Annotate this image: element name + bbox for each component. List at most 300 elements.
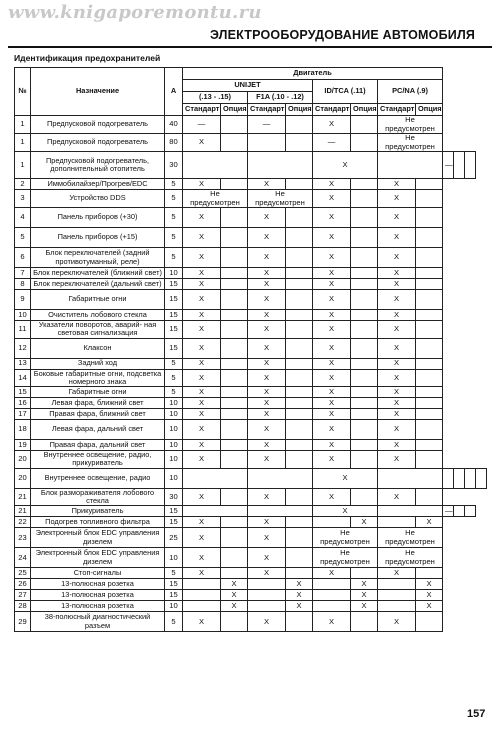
engine-mark-cell <box>221 517 248 528</box>
engine-mark-cell: X <box>313 190 351 208</box>
engine-mark-cell <box>416 568 443 579</box>
fuse-amperage-cell: 5 <box>165 358 183 369</box>
fuse-purpose-cell: Панель приборов (+15) <box>31 228 165 248</box>
engine-mark-cell: X <box>378 369 416 387</box>
fuse-amperage-cell: 5 <box>165 369 183 387</box>
engine-mark-cell: X <box>248 548 286 568</box>
header-amperage: A <box>165 68 183 116</box>
table-row <box>15 338 487 358</box>
engine-mark-cell: X <box>416 590 443 601</box>
engine-mark-cell: X <box>378 248 416 268</box>
header-option: Опция <box>221 104 248 116</box>
table-row <box>15 468 487 488</box>
fuse-amperage-cell: 15 <box>165 590 183 601</box>
fuse-purpose-cell: Клаксон <box>31 338 165 358</box>
engine-mark-cell <box>248 468 313 488</box>
engine-mark-cell <box>351 190 378 208</box>
watermark-url: www.knigaporemontu.ru <box>8 2 262 23</box>
table-row <box>15 398 487 409</box>
table-row <box>15 440 487 451</box>
engine-mark-cell <box>221 548 248 568</box>
fuse-purpose-cell: Блок переключателей (задний противотуманный, реле) <box>31 248 165 268</box>
engine-mark-cell <box>378 601 416 612</box>
engine-mark-cell: X <box>313 152 378 179</box>
fuse-purpose-cell: Габаритные огни <box>31 290 165 310</box>
engine-mark-cell <box>313 601 351 612</box>
fuse-amperage-cell: 5 <box>165 612 183 632</box>
table-row <box>15 568 487 579</box>
fuse-amperage-cell: 10 <box>165 451 183 469</box>
fuse-amperage-cell: 5 <box>165 208 183 228</box>
engine-mark-cell <box>313 579 351 590</box>
engine-mark-cell: X <box>183 387 221 398</box>
engine-mark-cell <box>221 116 248 134</box>
engine-mark-cell <box>464 506 475 517</box>
engine-mark-cell: X <box>183 409 221 420</box>
fuse-number-cell: 13 <box>15 358 31 369</box>
table-row <box>15 590 487 601</box>
engine-mark-cell: X <box>221 579 248 590</box>
engine-mark-cell <box>378 517 416 528</box>
engine-mark-cell <box>221 387 248 398</box>
engine-mark-cell: X <box>248 398 286 409</box>
engine-mark-cell <box>286 440 313 451</box>
engine-mark-cell: X <box>416 517 443 528</box>
engine-mark-cell: X <box>248 612 286 632</box>
fuse-number-cell: 14 <box>15 369 31 387</box>
engine-mark-cell <box>416 228 443 248</box>
fuse-purpose-cell: Иммобилайзер/Прогрев/EDC <box>31 179 165 190</box>
engine-mark-cell: X <box>183 310 221 321</box>
engine-mark-cell <box>416 208 443 228</box>
fuse-amperage-cell: 10 <box>165 420 183 440</box>
engine-mark-cell <box>416 268 443 279</box>
fuse-amperage-cell: 15 <box>165 517 183 528</box>
engine-mark-cell: Не предусмотрен <box>313 528 378 548</box>
engine-mark-cell: X <box>313 179 351 190</box>
engine-mark-cell <box>416 321 443 339</box>
engine-mark-cell <box>248 590 286 601</box>
table-title: Идентификация предохранителей <box>14 53 161 63</box>
fuse-number-cell: 20 <box>15 468 31 488</box>
table-row <box>15 268 487 279</box>
header-standard: Стандарт <box>313 104 351 116</box>
table-row <box>15 601 487 612</box>
fuse-purpose-cell: Левая фара, ближний свет <box>31 398 165 409</box>
section-heading: ЭЛЕКТРООБОРУДОВАНИЕ АВТОМОБИЛЯ <box>210 28 476 42</box>
engine-mark-cell <box>286 612 313 632</box>
engine-mark-cell <box>221 248 248 268</box>
engine-mark-cell <box>351 228 378 248</box>
fuse-amperage-cell: 15 <box>165 290 183 310</box>
engine-mark-cell: Не предусмотрен <box>313 548 378 568</box>
engine-mark-cell: X <box>183 228 221 248</box>
engine-mark-cell: X <box>286 601 313 612</box>
fuse-number-cell: 1 <box>15 134 31 152</box>
engine-mark-cell <box>221 398 248 409</box>
engine-mark-cell <box>351 134 378 152</box>
fuse-amperage-cell: 25 <box>165 528 183 548</box>
fuse-amperage-cell: 5 <box>165 179 183 190</box>
engine-mark-cell <box>475 468 486 488</box>
fuse-amperage-cell: 30 <box>165 152 183 179</box>
table-row <box>15 409 487 420</box>
engine-mark-cell <box>378 590 416 601</box>
fuse-purpose-cell: Правая фара, ближний свет <box>31 409 165 420</box>
engine-mark-cell <box>416 358 443 369</box>
fuse-purpose-cell: Панель приборов (+30) <box>31 208 165 228</box>
engine-mark-cell: Не предусмотрен <box>248 190 313 208</box>
page-number: 157 <box>467 708 486 720</box>
engine-mark-cell: X <box>248 488 286 506</box>
fuse-amperage-cell: 5 <box>165 568 183 579</box>
engine-mark-cell <box>454 152 465 179</box>
table-row <box>15 248 487 268</box>
fuse-amperage-cell: 10 <box>165 601 183 612</box>
engine-mark-cell: X <box>183 398 221 409</box>
engine-mark-cell: X <box>351 590 378 601</box>
engine-mark-cell <box>416 279 443 290</box>
fuse-amperage-cell: 5 <box>165 387 183 398</box>
table-row <box>15 358 487 369</box>
fuse-purpose-cell: 13-полюсная розетка <box>31 579 165 590</box>
fuse-purpose-cell: Внутреннее освещение, радио <box>31 468 165 488</box>
engine-mark-cell <box>286 517 313 528</box>
engine-mark-cell: X <box>351 517 378 528</box>
engine-mark-cell <box>378 468 443 488</box>
engine-mark-cell: X <box>378 420 416 440</box>
engine-mark-cell <box>286 528 313 548</box>
fuse-number-cell: 6 <box>15 248 31 268</box>
engine-mark-cell: X <box>221 590 248 601</box>
engine-mark-cell <box>286 248 313 268</box>
engine-mark-cell <box>221 409 248 420</box>
engine-mark-cell: X <box>183 268 221 279</box>
fuse-number-cell: 16 <box>15 398 31 409</box>
engine-mark-cell: X <box>183 488 221 506</box>
engine-mark-cell: Не предусмотрен <box>378 116 443 134</box>
table-row <box>15 310 487 321</box>
fuse-purpose-cell: Подогрев топливного фильтра <box>31 517 165 528</box>
engine-mark-cell <box>416 451 443 469</box>
fuse-number-cell: 25 <box>15 568 31 579</box>
engine-mark-cell <box>351 116 378 134</box>
fuse-amperage-cell: 10 <box>165 468 183 488</box>
header-idtca: ID/TCA (.11) <box>313 80 378 104</box>
fuse-amperage-cell: 5 <box>165 248 183 268</box>
engine-mark-cell: — <box>248 116 286 134</box>
engine-mark-cell <box>248 134 286 152</box>
fuse-amperage-cell: 15 <box>165 310 183 321</box>
table-row <box>15 190 487 208</box>
engine-mark-cell <box>221 338 248 358</box>
engine-mark-cell <box>416 190 443 208</box>
engine-mark-cell <box>351 290 378 310</box>
fuse-number-cell: 19 <box>15 440 31 451</box>
engine-mark-cell: X <box>313 468 378 488</box>
engine-mark-cell: X <box>248 440 286 451</box>
engine-mark-cell: X <box>378 451 416 469</box>
engine-mark-cell: X <box>313 506 378 517</box>
engine-mark-cell <box>351 248 378 268</box>
engine-mark-cell: X <box>378 208 416 228</box>
header-number: № <box>15 68 31 116</box>
engine-mark-cell: X <box>313 398 351 409</box>
engine-mark-cell: X <box>183 548 221 568</box>
engine-mark-cell <box>248 601 286 612</box>
engine-mark-cell <box>221 568 248 579</box>
engine-mark-cell: X <box>313 338 351 358</box>
engine-mark-cell <box>351 268 378 279</box>
engine-mark-cell <box>351 369 378 387</box>
fuse-number-cell: 5 <box>15 228 31 248</box>
engine-mark-cell <box>454 468 465 488</box>
table-row <box>15 321 487 339</box>
engine-mark-cell <box>378 579 416 590</box>
fuse-amperage-cell: 15 <box>165 321 183 339</box>
engine-mark-cell <box>221 612 248 632</box>
engine-mark-cell <box>286 338 313 358</box>
header-engine: Двигатель <box>183 68 443 80</box>
engine-mark-cell <box>183 601 221 612</box>
fuse-number-cell: 17 <box>15 409 31 420</box>
engine-mark-cell <box>416 387 443 398</box>
engine-mark-cell <box>286 398 313 409</box>
engine-mark-cell <box>416 338 443 358</box>
engine-mark-cell: X <box>248 290 286 310</box>
fuse-number-cell: 26 <box>15 579 31 590</box>
fuse-amperage-cell: 10 <box>165 548 183 568</box>
fuse-purpose-cell: Внутреннее освещение, радио, прикуриватель <box>31 451 165 469</box>
engine-mark-cell <box>416 369 443 387</box>
table-row <box>15 451 487 469</box>
engine-mark-cell <box>183 579 221 590</box>
engine-mark-cell: X <box>183 179 221 190</box>
engine-mark-cell: X <box>313 208 351 228</box>
engine-mark-cell <box>416 310 443 321</box>
engine-mark-cell <box>286 116 313 134</box>
engine-mark-cell: — <box>443 152 454 179</box>
fuse-number-cell: 23 <box>15 528 31 548</box>
engine-mark-cell <box>248 506 313 517</box>
engine-mark-cell <box>221 290 248 310</box>
engine-mark-cell: X <box>248 179 286 190</box>
engine-mark-cell <box>351 358 378 369</box>
table-row <box>15 369 487 387</box>
engine-mark-cell <box>416 440 443 451</box>
engine-mark-cell <box>351 409 378 420</box>
fuse-table <box>14 67 487 632</box>
engine-mark-cell: X <box>313 420 351 440</box>
engine-mark-cell: Не предусмотрен <box>183 190 248 208</box>
fuse-number-cell: 27 <box>15 590 31 601</box>
engine-mark-cell: Не предусмотрен <box>378 134 443 152</box>
engine-mark-cell: X <box>183 612 221 632</box>
engine-mark-cell: X <box>313 268 351 279</box>
fuse-purpose-cell: Электронный блок EDC управления дизелем <box>31 528 165 548</box>
fuse-number-cell: 7 <box>15 268 31 279</box>
engine-mark-cell <box>248 152 313 179</box>
engine-mark-cell: X <box>313 440 351 451</box>
engine-mark-cell <box>351 420 378 440</box>
fuse-number-cell: 8 <box>15 279 31 290</box>
table-row <box>15 152 487 179</box>
table-row <box>15 179 487 190</box>
engine-mark-cell <box>351 398 378 409</box>
engine-mark-cell: X <box>221 601 248 612</box>
engine-mark-cell: X <box>183 279 221 290</box>
engine-mark-cell: — <box>443 506 454 517</box>
engine-mark-cell: X <box>183 134 221 152</box>
engine-mark-cell <box>183 590 221 601</box>
engine-mark-cell <box>443 468 454 488</box>
fuse-amperage-cell: 15 <box>165 579 183 590</box>
engine-mark-cell: X <box>313 358 351 369</box>
engine-mark-cell: X <box>378 321 416 339</box>
engine-mark-cell: X <box>313 568 351 579</box>
engine-mark-cell: X <box>378 440 416 451</box>
header-standard: Стандарт <box>248 104 286 116</box>
engine-mark-cell: X <box>183 440 221 451</box>
engine-mark-cell: X <box>313 488 351 506</box>
engine-mark-cell: X <box>313 387 351 398</box>
header-purpose: Назначение <box>31 68 165 116</box>
fuse-purpose-cell: Стоп-сигналы <box>31 568 165 579</box>
engine-mark-cell <box>286 387 313 398</box>
engine-mark-cell: X <box>248 387 286 398</box>
engine-mark-cell <box>351 338 378 358</box>
engine-mark-cell <box>351 568 378 579</box>
table-row <box>15 528 487 548</box>
fuse-amperage-cell: 40 <box>165 116 183 134</box>
engine-mark-cell: X <box>183 338 221 358</box>
fuse-amperage-cell: 5 <box>165 190 183 208</box>
fuse-amperage-cell: 10 <box>165 440 183 451</box>
engine-mark-cell <box>183 506 248 517</box>
engine-mark-cell: X <box>248 228 286 248</box>
engine-mark-cell: X <box>183 290 221 310</box>
engine-mark-cell: X <box>313 369 351 387</box>
table-row <box>15 387 487 398</box>
engine-mark-cell: X <box>183 517 221 528</box>
engine-mark-cell <box>351 279 378 290</box>
engine-mark-cell <box>221 279 248 290</box>
heading-rule <box>8 46 492 48</box>
engine-mark-cell <box>183 468 248 488</box>
fuse-number-cell: 28 <box>15 601 31 612</box>
engine-mark-cell: X <box>378 409 416 420</box>
engine-mark-cell <box>286 310 313 321</box>
engine-mark-cell <box>221 358 248 369</box>
engine-mark-cell: X <box>183 528 221 548</box>
engine-mark-cell: X <box>378 387 416 398</box>
fuse-number-cell: 15 <box>15 387 31 398</box>
engine-mark-cell <box>286 369 313 387</box>
engine-mark-cell: X <box>248 321 286 339</box>
table-row <box>15 420 487 440</box>
engine-mark-cell <box>378 506 443 517</box>
engine-mark-cell <box>351 387 378 398</box>
engine-mark-cell: X <box>248 248 286 268</box>
engine-mark-cell: X <box>183 321 221 339</box>
engine-mark-cell <box>416 248 443 268</box>
engine-mark-cell <box>286 279 313 290</box>
engine-mark-cell: X <box>248 208 286 228</box>
fuse-number-cell: 11 <box>15 321 31 339</box>
engine-mark-cell: X <box>248 568 286 579</box>
engine-mark-cell: X <box>183 248 221 268</box>
table-row <box>15 579 487 590</box>
fuse-purpose-cell: Левая фара, дальний свет <box>31 420 165 440</box>
engine-mark-cell: X <box>351 579 378 590</box>
engine-mark-cell: X <box>351 601 378 612</box>
engine-mark-cell <box>183 152 248 179</box>
engine-mark-cell: Не предусмотрен <box>378 528 443 548</box>
fuse-number-cell: 1 <box>15 116 31 134</box>
engine-mark-cell: X <box>378 568 416 579</box>
engine-mark-cell: X <box>416 601 443 612</box>
engine-mark-cell: X <box>378 190 416 208</box>
table-row <box>15 208 487 228</box>
fuse-number-cell: 21 <box>15 506 31 517</box>
engine-mark-cell <box>416 179 443 190</box>
fuse-number-cell: 12 <box>15 338 31 358</box>
fuse-number-cell: 18 <box>15 420 31 440</box>
engine-mark-cell: X <box>378 279 416 290</box>
fuse-number-cell: 24 <box>15 548 31 568</box>
engine-mark-cell <box>286 268 313 279</box>
engine-mark-cell: X <box>183 369 221 387</box>
engine-mark-cell: X <box>313 228 351 248</box>
engine-mark-cell: X <box>378 488 416 506</box>
fuse-amperage-cell: 80 <box>165 134 183 152</box>
engine-mark-cell: X <box>378 358 416 369</box>
engine-mark-cell: X <box>378 228 416 248</box>
engine-mark-cell <box>286 548 313 568</box>
engine-mark-cell <box>313 590 351 601</box>
table-row <box>15 548 487 568</box>
engine-mark-cell <box>286 409 313 420</box>
header-standard: Стандарт <box>183 104 221 116</box>
header-option: Опция <box>416 104 443 116</box>
engine-mark-cell <box>221 321 248 339</box>
engine-mark-cell <box>286 290 313 310</box>
engine-mark-cell: X <box>313 248 351 268</box>
engine-mark-cell <box>416 488 443 506</box>
engine-mark-cell <box>464 152 475 179</box>
engine-mark-cell <box>221 369 248 387</box>
fuse-amperage-cell: 15 <box>165 506 183 517</box>
fuse-amperage-cell: 10 <box>165 409 183 420</box>
engine-mark-cell <box>351 321 378 339</box>
fuse-purpose-cell: Предпусковой подогреватель <box>31 134 165 152</box>
engine-mark-cell <box>351 208 378 228</box>
engine-mark-cell <box>351 612 378 632</box>
fuse-purpose-cell: Электронный блок EDC управления дизелем <box>31 548 165 568</box>
fuse-purpose-cell: Прикуриватель <box>31 506 165 517</box>
engine-mark-cell: X <box>183 451 221 469</box>
engine-mark-cell <box>416 420 443 440</box>
engine-mark-cell <box>286 208 313 228</box>
engine-mark-cell <box>248 579 286 590</box>
table-row <box>15 517 487 528</box>
engine-mark-cell <box>351 440 378 451</box>
engine-mark-cell <box>286 134 313 152</box>
engine-mark-cell <box>286 228 313 248</box>
table-header <box>15 68 487 116</box>
engine-mark-cell <box>221 488 248 506</box>
fuse-purpose-cell: 13-полюсная розетка <box>31 590 165 601</box>
